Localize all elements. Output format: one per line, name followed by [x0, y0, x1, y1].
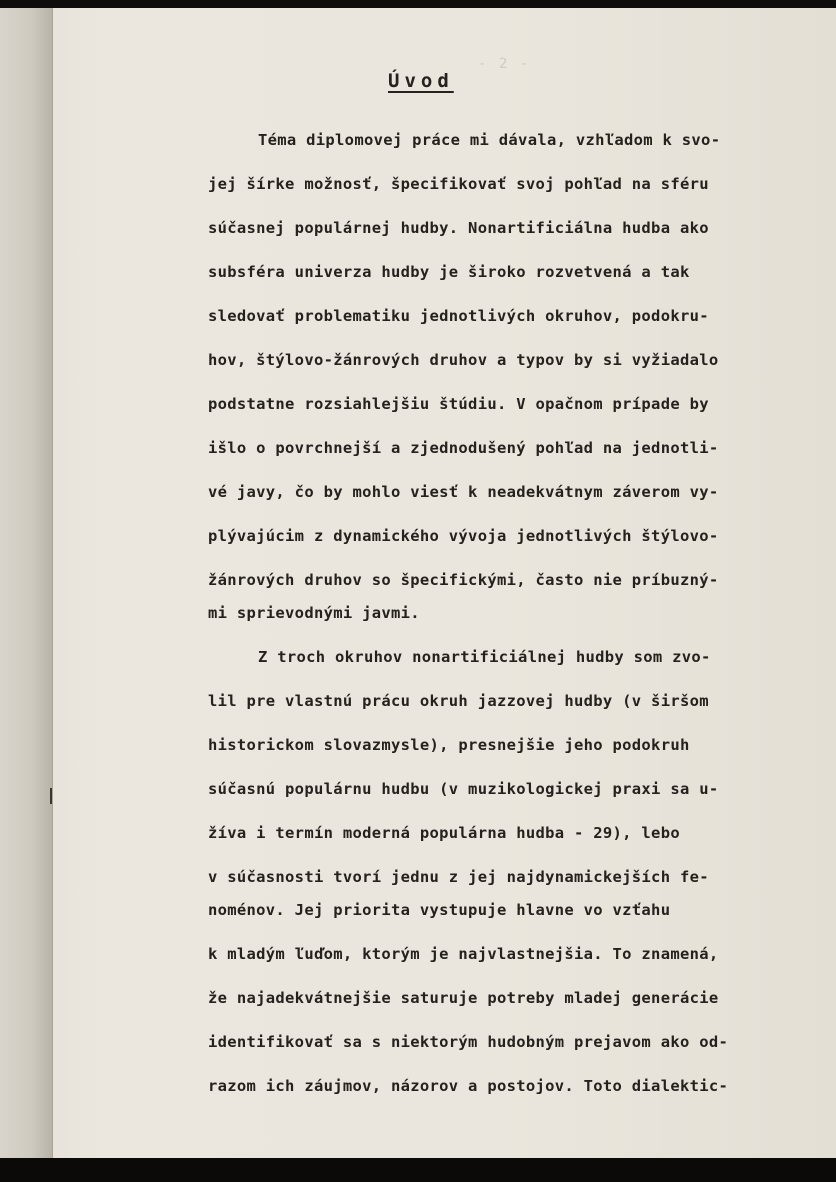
page-title: Úvod [388, 70, 454, 92]
body-text [0, 8, 836, 1158]
text-line: že najadekvátnejšie saturuje potreby mladej generácie [208, 989, 719, 1007]
text-line: noménov. Jej priorita vystupuje hlavne vo vzťahu [208, 901, 671, 919]
text-line: historickom slovazmysle), presnejšie jeho podokruh [208, 736, 690, 754]
scan-bottom-border [0, 1158, 836, 1182]
text-line: hov, štýlovo-žánrových druhov a typov by si vyžiadalo [208, 351, 719, 369]
text-line: podstatne rozsiahlejšiu štúdiu. V opačnom prípade by [208, 395, 709, 413]
text-line: Téma diplomovej práce mi dávala, vzhľadom k svo- [258, 131, 721, 149]
text-line: plývajúcim z dynamického vývoja jednotlivých štýlovo- [208, 527, 719, 545]
text-line: žánrových druhov so špecifickými, často nie príbuzný- [208, 571, 719, 589]
text-line: súčasnej populárnej hudby. Nonartificiálna hudba ako [208, 219, 709, 237]
text-line: mi sprievodnými javmi. [208, 604, 420, 622]
text-line: subsféra univerza hudby je široko rozvetvená a tak [208, 263, 690, 281]
text-line: razom ich záujmov, názorov a postojov. Toto dialektic- [208, 1077, 729, 1095]
text-line: k mladým ľuďom, ktorým je najvlastnejšia. To znamená, [208, 945, 719, 963]
text-line: v súčasnosti tvorí jednu z jej najdynamickejších fe- [208, 868, 709, 886]
text-line: žíva i termín moderná populárna hudba - 29), lebo [208, 824, 680, 842]
text-line: jej šírke možnosť, špecifikovať svoj pohľad na sféru [208, 175, 709, 193]
page-number: - 2 - [478, 56, 531, 72]
text-line: identifikovať sa s niektorým hudobným prejavom ako od- [208, 1033, 729, 1051]
text-line: lil pre vlastnú prácu okruh jazzovej hudby (v širšom [208, 692, 709, 710]
text-line: súčasnú populárnu hudbu (v muzikologickej praxi sa u- [208, 780, 719, 798]
text-line: sledovať problematiku jednotlivých okruhov, podokru- [208, 307, 709, 325]
scan-top-border [0, 0, 836, 8]
text-line: Z troch okruhov nonartificiálnej hudby som zvo- [258, 648, 711, 666]
document-page [0, 8, 836, 1158]
text-line: išlo o povrchnejší a zjednodušený pohľad na jednotli- [208, 439, 719, 457]
text-line: vé javy, čo by mohlo viesť k neadekvátnym záverom vy- [208, 483, 719, 501]
